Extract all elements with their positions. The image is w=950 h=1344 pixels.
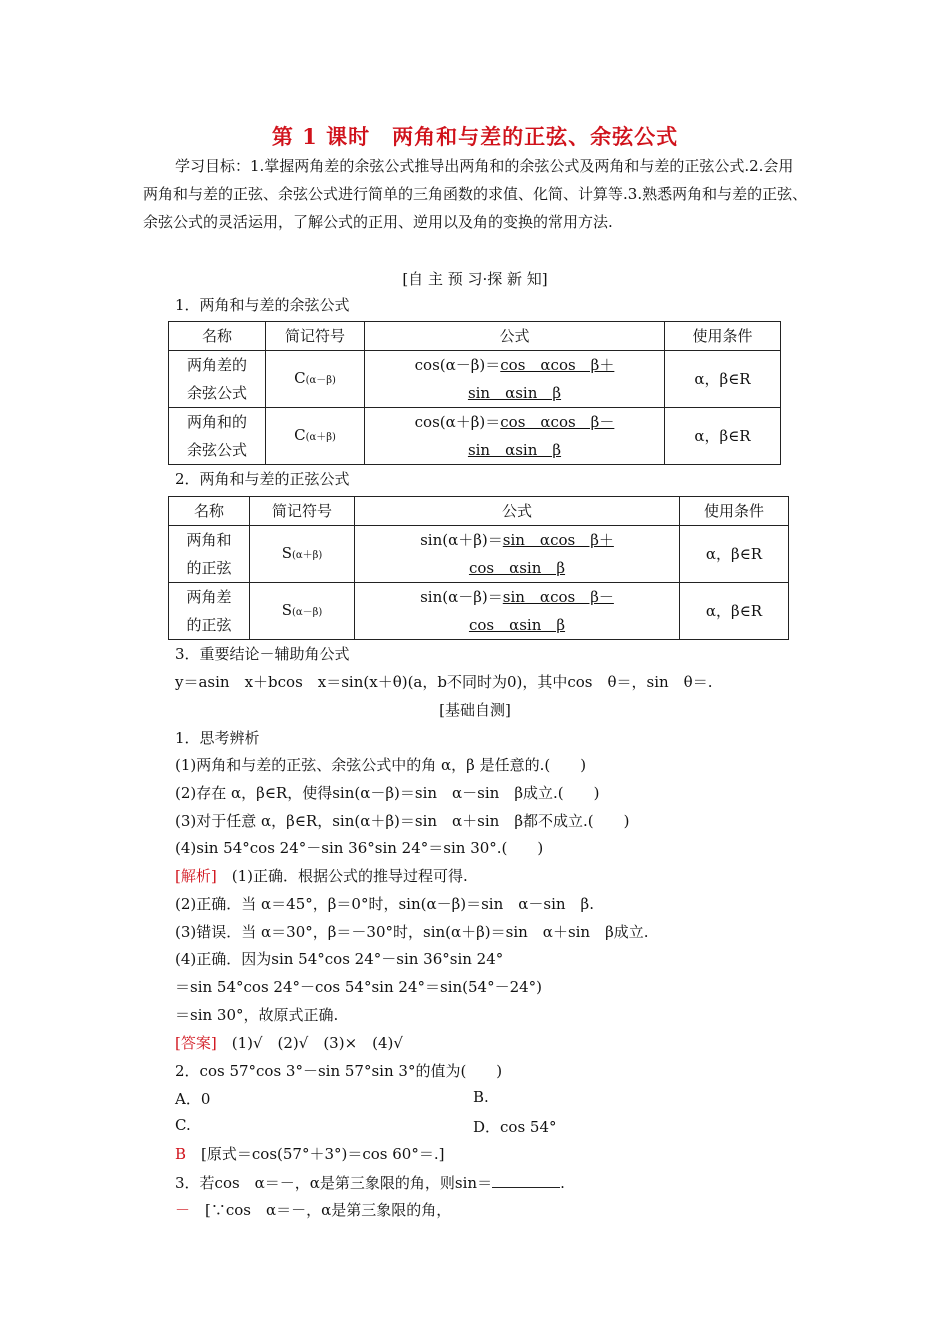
- table-row: [169, 526, 789, 583]
- row-formula: sin(α＋β)＝sin αcos β＋ cos αsin β: [355, 526, 680, 583]
- header-symbol: 简记符号: [250, 497, 355, 526]
- sine-formula-table: [168, 496, 789, 640]
- q2-option-c: C.: [175, 1116, 191, 1134]
- q1-item: (2)存在 α，β∈R，使得sin(α－β)＝sin α－sin β成立.( ): [175, 784, 600, 802]
- q3-solution-line: － [∵cos α＝－，α是第三象限的角，: [175, 1201, 452, 1219]
- header-condition: 使用条件: [680, 497, 789, 526]
- q2-option-a: A．0: [175, 1090, 211, 1108]
- row-condition: α，β∈R: [665, 351, 781, 408]
- row-formula: cos(α＋β)＝cos αcos β－ sin αsin β: [365, 408, 665, 465]
- row-formula: sin(α－β)＝sin αcos β－ cos αsin β: [355, 583, 680, 640]
- header-formula: 公式: [355, 497, 680, 526]
- q1-analysis-line: ＝sin 30°，故原式正确.: [175, 1006, 339, 1024]
- section3-heading: 3．重要结论－辅助角公式: [175, 645, 350, 663]
- table-row: [169, 351, 781, 408]
- q1-analysis-line: [解析] (1)正确．根据公式的推导过程可得.: [175, 867, 468, 885]
- q1-analysis-line: ＝sin 54°cos 24°－cos 54°sin 24°＝sin(54°－24°): [175, 978, 543, 996]
- row-symbol: C(α－β): [266, 351, 365, 408]
- header-symbol: 简记符号: [266, 322, 365, 351]
- section2-heading: 2．两角和与差的正弦公式: [175, 470, 350, 488]
- header-condition: 使用条件: [665, 322, 781, 351]
- row-symbol: S(α－β): [250, 583, 355, 640]
- cosine-formula-table: [168, 321, 781, 465]
- q1-item: (1)两角和与差的正弦、余弦公式中的角 α，β 是任意的.( ): [175, 756, 587, 774]
- table-row: [169, 583, 789, 640]
- q2-option-d: D．cos 54°: [473, 1118, 557, 1136]
- header-name: 名称: [169, 497, 250, 526]
- table-header-row: [169, 322, 781, 351]
- q1-heading: 1．思考辨析: [175, 729, 260, 747]
- row-name: 两角和的 余弦公式: [169, 408, 266, 465]
- analysis-tag: [解析]: [175, 867, 217, 885]
- answer-blank: [492, 1171, 560, 1188]
- q2-solution-line: B [原式＝cos(57°＋3°)＝cos 60°＝.]: [175, 1145, 445, 1163]
- row-condition: α，β∈R: [680, 526, 789, 583]
- header-name: 名称: [169, 322, 266, 351]
- row-condition: α，β∈R: [665, 408, 781, 465]
- auxiliary-angle-formula: y＝asin x＋bcos x＝sin(x＋θ)(a，b不同时为0)，其中cos θ＝，sin θ＝.: [175, 673, 713, 691]
- row-formula: cos(α－β)＝cos αcos β＋ sin αsin β: [365, 351, 665, 408]
- answer-tag: [答案]: [175, 1034, 217, 1052]
- row-name: 两角差 的正弦: [169, 583, 250, 640]
- section1-heading: 1．两角和与差的余弦公式: [175, 296, 350, 314]
- q1-answer-line: [答案] (1)√ (2)√ (3)× (4)√: [175, 1034, 403, 1052]
- q2-option-b: B.: [473, 1088, 489, 1106]
- table-header-row: [169, 497, 789, 526]
- q2-key: B: [175, 1145, 187, 1163]
- basic-test-header: [基础自测]: [439, 701, 511, 719]
- learning-objectives: 学习目标：1.掌握两角差的余弦公式推导出两角和的余弦公式及两角和与差的正弦公式.2.会用两角和与差的正弦、余弦公式进行简单的三角函数的求值、化简、计算等.3.熟悉两角和与差的正弦、余弦公式的灵活运用，了解公式的正用、逆用以及角的变换的常用方法.: [143, 157, 808, 231]
- row-name: 两角和 的正弦: [169, 526, 250, 583]
- q1-analysis-line: (3)错误．当 α＝30°，β＝－30°时，sin(α＋β)＝sin α＋sin β成立.: [175, 923, 649, 941]
- q3-stem: 3．若cos α＝－，α是第三象限的角，则sin＝ .: [175, 1171, 565, 1193]
- q1-analysis-line: (4)正确．因为sin 54°cos 24°－sin 36°sin 24°: [175, 950, 504, 968]
- row-symbol: S(α＋β): [250, 526, 355, 583]
- q1-item: (3)对于任意 α，β∈R，sin(α＋β)＝sin α＋sin β都不成立.( ): [175, 812, 630, 830]
- row-name: 两角差的 余弦公式: [169, 351, 266, 408]
- table-row: [169, 408, 781, 465]
- q3-key: －: [175, 1201, 191, 1219]
- preview-header: [自 主 预 习·探 新 知]: [402, 270, 548, 288]
- row-symbol: C(α＋β): [266, 408, 365, 465]
- header-formula: 公式: [365, 322, 665, 351]
- q2-stem: 2．cos 57°cos 3°－sin 57°sin 3°的值为( ): [175, 1062, 503, 1080]
- page-title: 第 1 课时 两角和与差的正弦、余弦公式: [271, 124, 679, 149]
- row-condition: α，β∈R: [680, 583, 789, 640]
- q1-item: (4)sin 54°cos 24°－sin 36°sin 24°＝sin 30°.( ): [175, 839, 544, 857]
- q1-analysis-line: (2)正确．当 α＝45°，β＝0°时，sin(α－β)＝sin α－sin β.: [175, 895, 594, 913]
